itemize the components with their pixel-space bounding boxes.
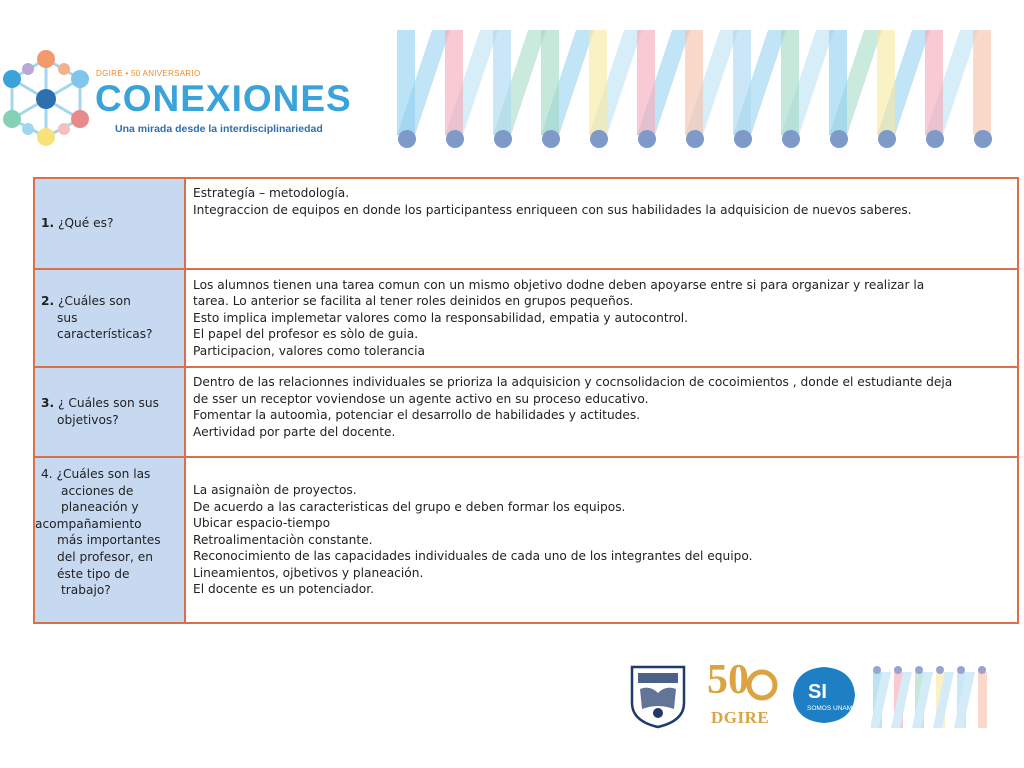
question-text: éste tipo de (57, 566, 130, 581)
question-text: objetivos? (57, 413, 119, 427)
answer-line: tarea. Lo anterior se facilita al tener roles deinidos en grupos pequeños. (193, 294, 634, 309)
answer-line: Estrategía – metodología. (193, 186, 350, 200)
logo-title: CONEXIONES (95, 78, 352, 119)
question-text: acciones de (61, 483, 134, 498)
logo-subtitle: Una mirada desde la interdisciplinariedad (115, 123, 323, 135)
answer-line: Fomentar la autoomìa, potenciar el desarrollo de habilidades y actitudes. (193, 408, 641, 423)
question-cell (34, 367, 185, 457)
question-text: ¿Cuáles son (58, 294, 131, 309)
question-cell (34, 457, 185, 623)
si-badge-small: SOMOS UNAM (807, 705, 853, 712)
answer-line: De acuerdo a las caracteristicas del grupo e deben formar los equipos. (193, 499, 626, 514)
table-row (34, 269, 1018, 367)
dgire-50-mark: 50 (707, 657, 749, 703)
answer-line: El papel del profesor es sòlo de guia. (193, 327, 419, 342)
si-badge-label: SI (808, 681, 827, 703)
question-text: sus (57, 310, 78, 325)
answer-line: Dentro de las relacionnes individuales se prioriza la adquisicion y cocnsolidacion de cocoimientos , donde el estudiante deja (193, 375, 953, 389)
answer-line: La asignaiòn de proyectos. (193, 482, 357, 497)
answer-line: Ubicar espacio-tiempo (193, 516, 331, 531)
table-row (34, 457, 1018, 623)
answer-line: Participacion, valores como tolerancia (193, 343, 425, 358)
question-number: 2. (41, 294, 55, 309)
dgire-label: DGIRE (711, 708, 770, 727)
answer-line: Retroalimentaciòn constante. (193, 532, 373, 547)
conexiones-logo (0, 45, 360, 155)
unam-crest-icon (628, 663, 688, 729)
answer-line: Los alumnos tienen una tarea comun con un mismo objetivo dodne deben apoyarse entre si para organizar y realizar la (193, 277, 925, 292)
network-logo-icon (0, 47, 92, 147)
decorative-stripes-small (871, 664, 996, 730)
answer-line: Lineamientos, ojbetivos y planeación. (193, 565, 424, 580)
answer-line: Aertividad por parte del docente. (193, 424, 396, 439)
answer-line: Esto implica implemetar valores como la responsabilidad, empatia y autocontrol. (193, 310, 689, 325)
answer-line: de sser un receptor voviendose un agente activo en su proceso educativo. (193, 391, 649, 406)
question-cell (34, 269, 185, 367)
question-number: 1. (41, 216, 55, 231)
question-cell (34, 178, 185, 269)
question-text: ¿ Cuáles son sus (58, 396, 159, 411)
question-text: ¿Cuáles son las (56, 467, 151, 481)
question-number: 3. (41, 396, 55, 411)
question-text: ¿Qué es? (58, 216, 114, 231)
question-text: trabajo? (61, 583, 111, 598)
footer-logos (628, 657, 998, 732)
answer-line: Reconocimiento de las capacidades individuales de cada uno de los integrantes del equipo. (193, 549, 753, 564)
answer-cell (185, 178, 1018, 269)
question-text: acompañamiento (35, 516, 142, 531)
table-row (34, 367, 1018, 457)
strategy-table (33, 177, 1019, 624)
question-text: más importantes (57, 533, 161, 548)
question-number: 4. (41, 467, 53, 481)
question-text: planeación y (61, 500, 139, 515)
answer-line: Integraccion de equipos en donde los participantess enriqueen con sus habilidades la adquisicion de nuevos saberes. (193, 202, 912, 217)
answer-cell (185, 269, 1018, 367)
table-row (34, 178, 1018, 269)
dgire-logo (705, 657, 781, 730)
dgire-ring-icon (745, 668, 779, 702)
question-text: características? (57, 327, 153, 342)
question-text: del profesor, en (57, 549, 154, 564)
answer-cell (185, 367, 1018, 457)
si-somos-unam-badge (791, 665, 857, 725)
anniversary-caption: DGIRE • 50 ANIVERSARIO (96, 69, 201, 78)
decorative-stripes (395, 25, 1005, 155)
answer-cell (185, 457, 1018, 623)
answer-line: El docente es un potenciador. (193, 582, 374, 597)
